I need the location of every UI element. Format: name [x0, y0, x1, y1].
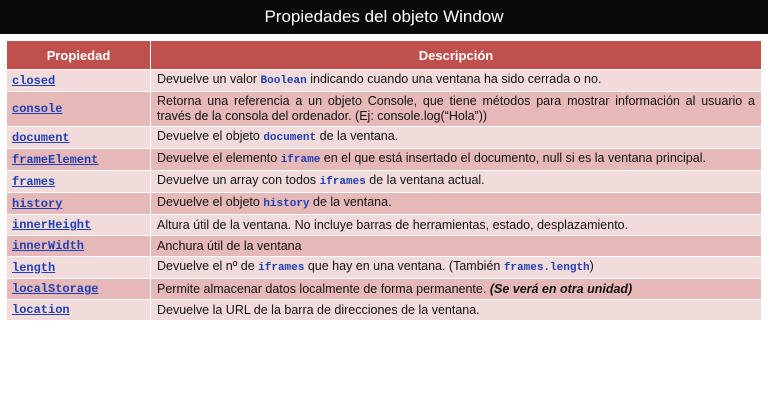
property-link-history[interactable]: history	[12, 196, 63, 211]
property-link-closed[interactable]: closed	[12, 73, 56, 88]
property-cell	[7, 300, 151, 321]
property-link-innerheight[interactable]: innerHeight	[12, 218, 92, 232]
page-title: Propiedades del objeto Window	[0, 0, 768, 34]
description-text: Retorna una referencia a un objeto Console, que tiene métodos para mostrar información al usuario a través de la consola del ordenador. (Ej: console.log(“Hola”))	[157, 94, 755, 123]
description-text: Devuelve el nº de	[157, 259, 259, 273]
description-text: de la ventana actual.	[365, 173, 485, 187]
description-text: Devuelve un valor	[157, 72, 261, 86]
table-row	[7, 193, 762, 215]
table-row	[7, 171, 762, 193]
description-cell	[151, 300, 762, 321]
property-link-length[interactable]: length	[12, 260, 56, 275]
description-cell	[151, 193, 762, 215]
property-cell	[7, 279, 151, 300]
property-link-frames[interactable]: frames	[12, 174, 56, 189]
description-cell	[151, 236, 762, 257]
description-cell	[151, 149, 762, 171]
properties-table	[6, 40, 762, 321]
code-term: frames.length	[503, 262, 590, 274]
property-cell	[7, 127, 151, 149]
table-row	[7, 236, 762, 257]
table-row	[7, 127, 762, 149]
table-body	[7, 70, 762, 321]
property-link-location[interactable]: location	[12, 303, 70, 317]
emphasis-note: (Se verá en otra unidad)	[489, 281, 633, 296]
table-row	[7, 70, 762, 92]
property-cell	[7, 257, 151, 279]
code-term: Boolean	[260, 75, 307, 87]
description-text: de la ventana.	[316, 129, 399, 143]
header-description: Descripción	[151, 41, 762, 70]
property-link-localstorage[interactable]: localStorage	[12, 282, 99, 296]
property-cell	[7, 215, 151, 236]
description-text: que hay en una ventana. (También	[304, 259, 504, 273]
description-text: Devuelve el objeto	[157, 195, 264, 209]
property-cell	[7, 193, 151, 215]
table-row	[7, 279, 762, 300]
description-text: Devuelve el elemento	[157, 151, 281, 165]
property-link-frameelement[interactable]: frameElement	[12, 152, 99, 167]
header-property: Propiedad	[7, 41, 151, 70]
table-row	[7, 92, 762, 127]
description-cell	[151, 127, 762, 149]
property-cell	[7, 236, 151, 257]
description-cell	[151, 171, 762, 193]
code-term: iframes	[258, 262, 305, 274]
property-cell	[7, 70, 151, 92]
description-text: Devuelve un array con todos	[157, 173, 320, 187]
description-text: de la ventana.	[309, 195, 392, 209]
property-link-document[interactable]: document	[12, 130, 70, 145]
table-row	[7, 149, 762, 171]
code-term: document	[263, 132, 317, 144]
property-link-innerwidth[interactable]: innerWidth	[12, 239, 85, 253]
description-cell	[151, 70, 762, 92]
description-text: Anchura útil de la ventana	[157, 238, 302, 253]
description-text: en el que está insertado el documento, null si es la ventana principal.	[320, 151, 706, 165]
description-cell	[151, 92, 762, 127]
description-cell	[151, 279, 762, 300]
property-cell	[7, 92, 151, 127]
table-row	[7, 300, 762, 321]
description-text: Devuelve la URL de la barra de direcciones de la ventana.	[157, 302, 480, 317]
code-term: history	[263, 198, 310, 210]
table-row	[7, 215, 762, 236]
description-cell	[151, 257, 762, 279]
table-row	[7, 257, 762, 279]
description-cell	[151, 215, 762, 236]
description-text: )	[589, 259, 594, 273]
description-text: indicando cuando una ventana ha sido cerrada o no.	[306, 72, 602, 86]
table-header-row	[7, 41, 762, 70]
description-text: Devuelve el objeto	[157, 129, 264, 143]
description-text: Altura útil de la ventana. No incluye barras de herramientas, estado, desplazamiento.	[157, 217, 629, 232]
property-cell	[7, 149, 151, 171]
description-text: Permite almacenar datos localmente de forma permanente.	[157, 281, 490, 296]
code-term: iframe	[280, 154, 321, 166]
property-link-console[interactable]: console	[12, 102, 63, 116]
code-term: iframes	[319, 176, 366, 188]
property-cell	[7, 171, 151, 193]
